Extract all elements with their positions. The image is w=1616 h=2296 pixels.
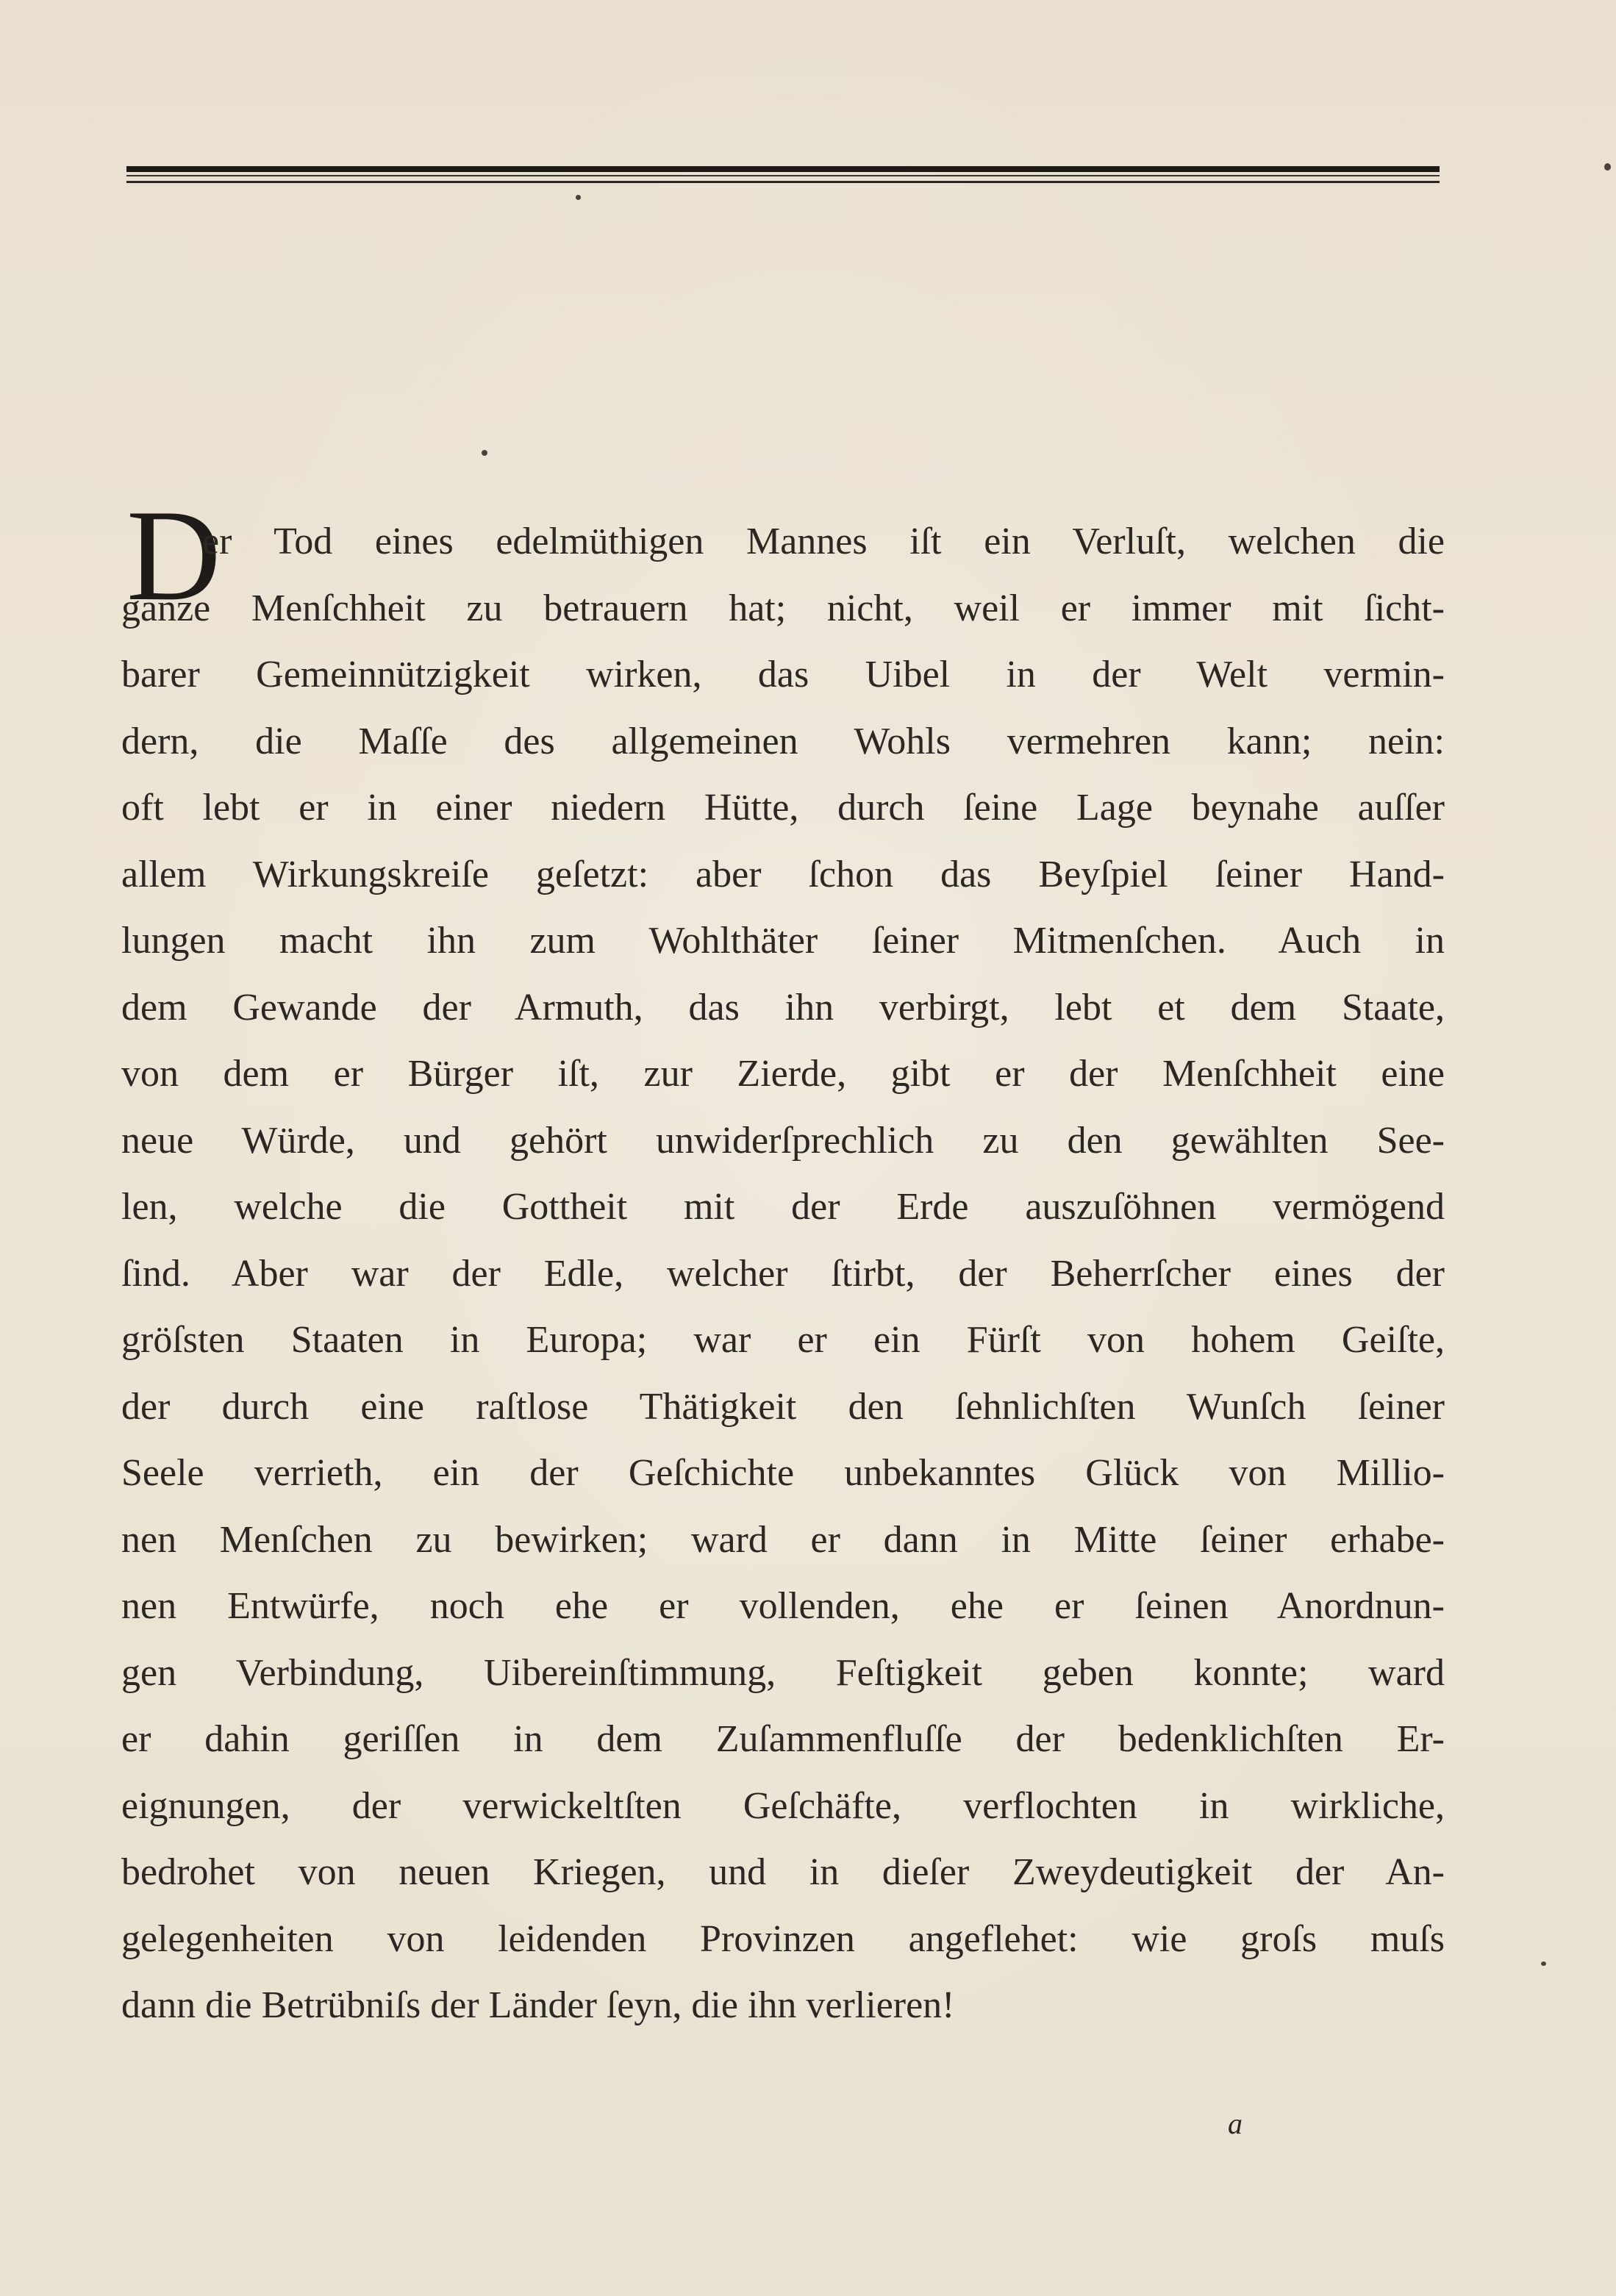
drop-cap: D [126,482,221,628]
text-line: eignungen, der verwickeltſten Geſchäfte, verflochten in wirkliche, [121,1784,1445,1827]
ink-speck [1541,1961,1546,1966]
body-text [121,509,1445,2039]
text-line: ſind. Aber war der Edle, welcher ſtirbt, der Beherrſcher eines der [121,1252,1445,1295]
text-line: lungen macht ihn zum Wohlthäter ſeiner Mitmenſchen. Auch in [121,920,1445,962]
text-line: allem Wirkungskreiſe geſetzt: aber ſchon das Beyſpiel ſeiner Hand- [121,853,1445,895]
text-line: nen Menſchen zu bewirken; ward er dann in Mitte ſeiner erhabe- [121,1518,1445,1561]
text-line: oft lebt er in einer niedern Hütte, durch ſeine Lage beynahe auſſer [121,787,1445,829]
text-line: nen Entwürfe, noch ehe er vollenden, ehe er ſeinen Anordnun- [121,1585,1445,1627]
signature-mark: a [1228,2107,1243,2140]
text-line: er dahin geriſſen in dem Zuſammenfluſſe der bedenklichſten Er- [121,1718,1445,1760]
text-line: dern, die Maſſe des allgemeinen Wohls vermehren kann; nein: [121,720,1445,762]
ink-speck [1604,163,1611,171]
text-line: er Tod eines edelmüthigen Mannes iſt ein Verluſt, welchen die [202,521,1445,562]
text-line: barer Gemeinnützigkeit wirken, das Uibel in der Welt vermin- [121,654,1445,695]
text-line: ganze Menſchheit zu betrauern hat; nicht, weil er immer mit ſicht- [121,587,1445,629]
text-line: Seele verrieth, ein der Geſchichte unbekanntes Glück von Millio- [121,1452,1445,1494]
text-line: dem Gewande der Armuth, das ihn verbirgt, lebt et dem Staate, [121,986,1445,1029]
top-rule-middle [126,175,1440,176]
top-rule-thick [126,166,1440,172]
text-line: der durch eine raſtlose Thätigkeit den ſehnlichſten Wunſch ſeiner [121,1385,1445,1428]
text-line: gen Verbindung, Uibereinſtimmung, Feſtigkeit geben konnte; ward [121,1651,1445,1694]
ink-speck [576,195,581,200]
text-line: neue Würde, und gehört unwiderſprechlich zu den gewählten See- [121,1119,1445,1162]
text-line: gelegenheiten von leidenden Provinzen angeflehet: wie groſs muſs [121,1917,1445,1960]
text-line: bedrohet von neuen Kriegen, und in dieſer Zweydeutigkeit der An- [121,1851,1445,1893]
text-line: von dem er Bürger iſt, zur Zierde, gibt er der Menſchheit eine [121,1053,1445,1095]
ink-speck [482,450,487,456]
text-line: dann die Betrübniſs der Länder ſeyn, die ihn verlieren! [121,1984,955,2026]
text-line: len, welche die Gottheit mit der Erde auszuſöhnen vermögend [121,1186,1445,1228]
top-rule-thin [126,181,1440,183]
text-line: gröſsten Staaten in Europa; war er ein Fürſt von hohem Geiſte, [121,1319,1445,1361]
